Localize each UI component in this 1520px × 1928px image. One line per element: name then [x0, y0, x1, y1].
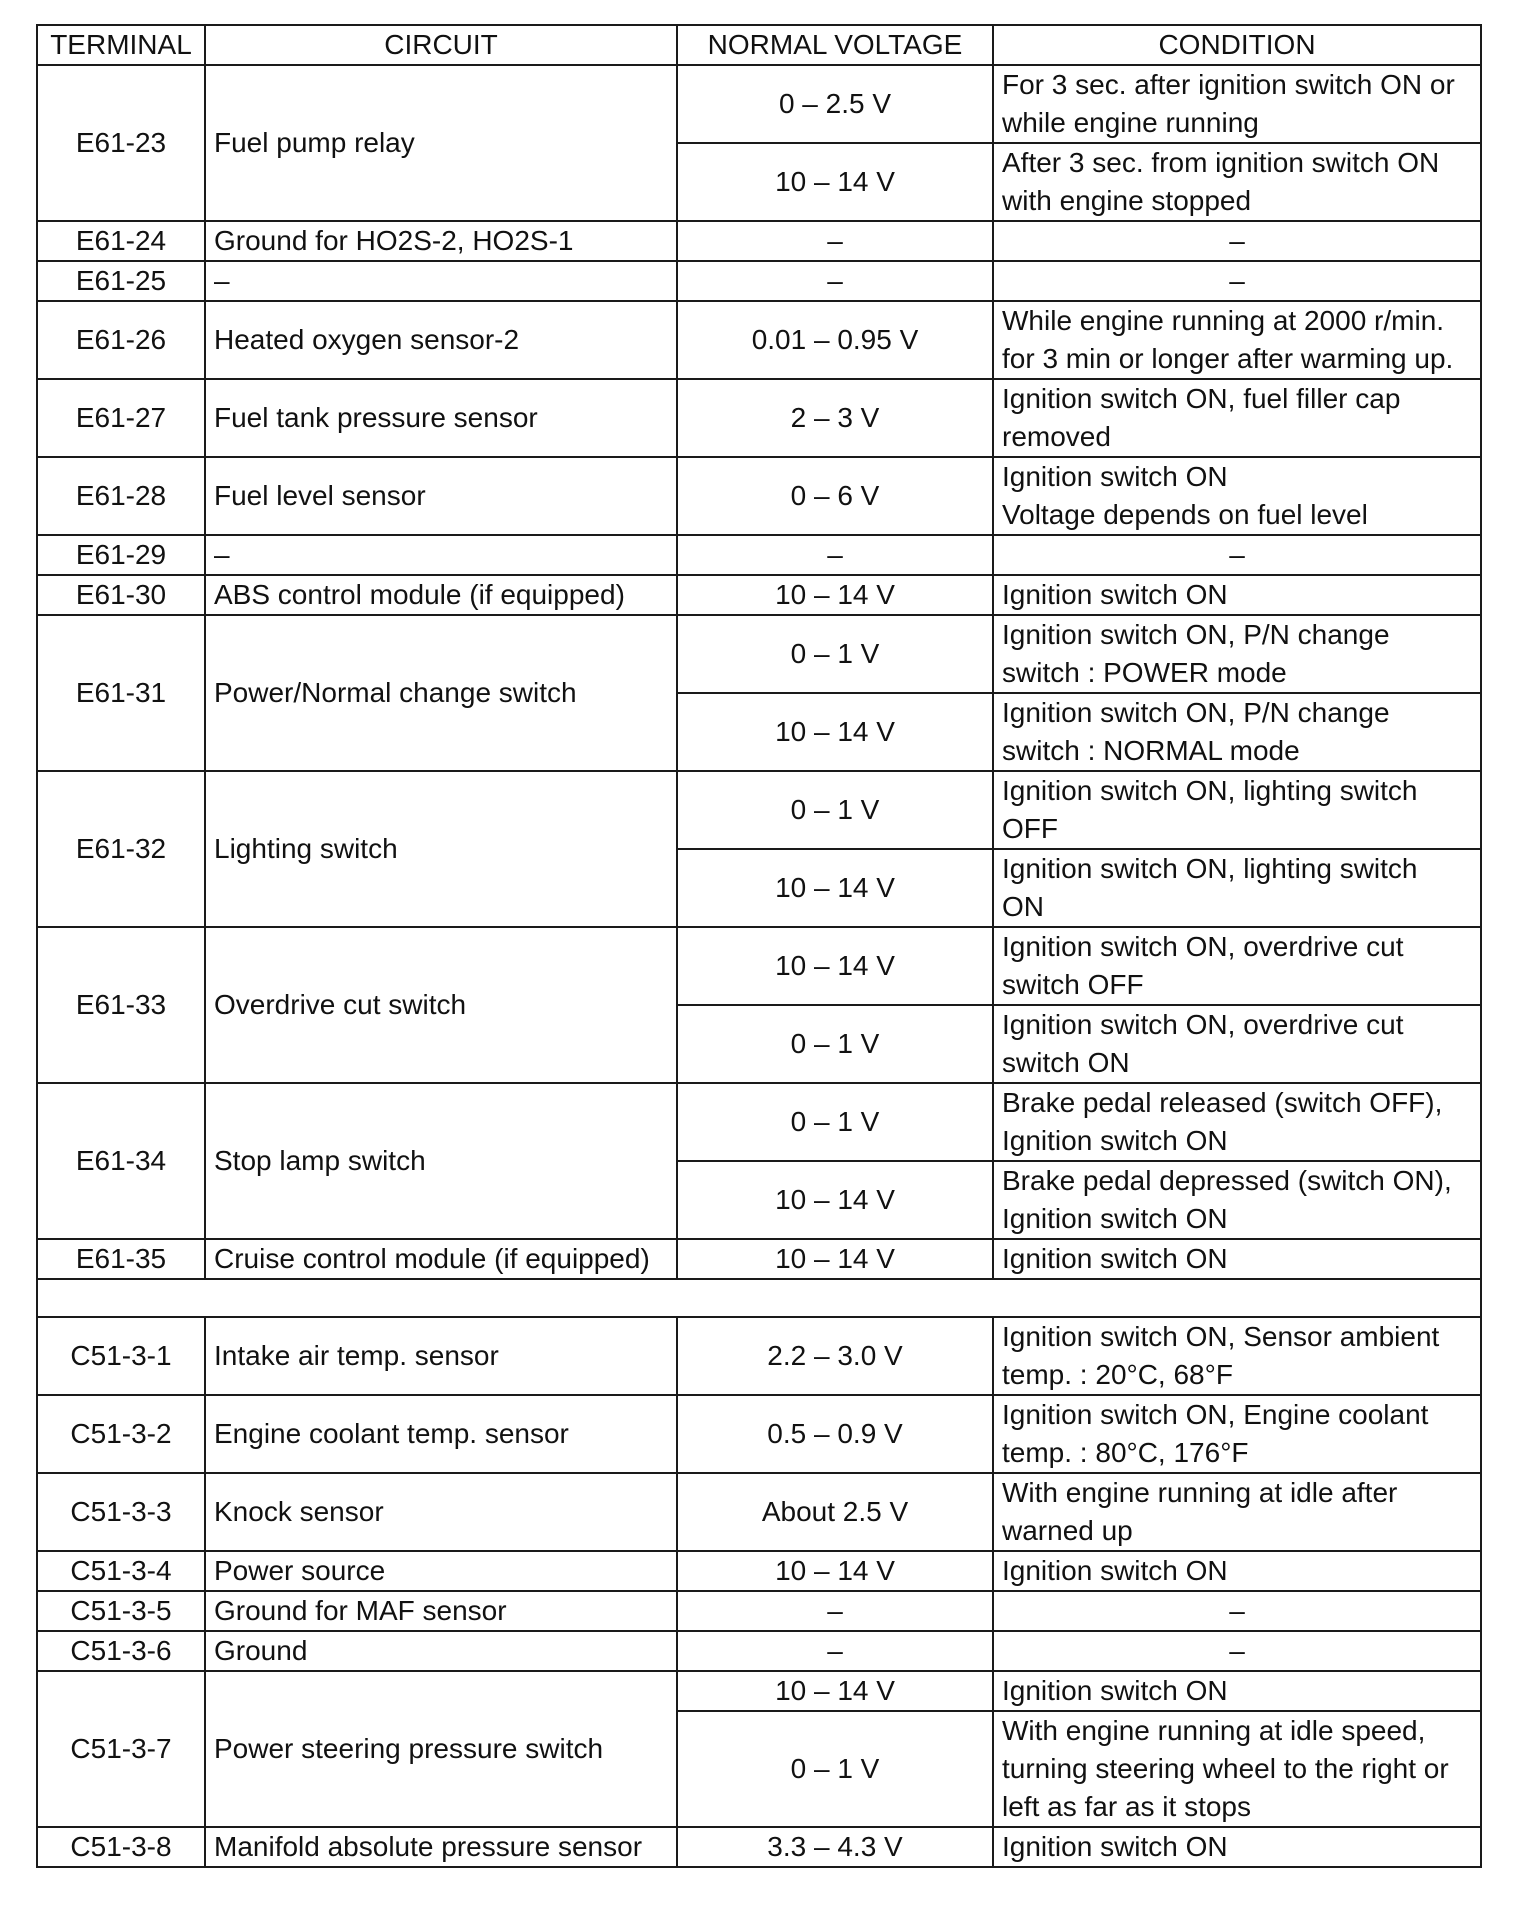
table-row — [37, 1083, 1481, 1161]
terminal-cell: C51-3-5 — [37, 1591, 205, 1631]
voltage-cell: 2 – 3 V — [677, 379, 993, 457]
terminal-cell: E61-30 — [37, 575, 205, 615]
condition-line: – — [1229, 1595, 1245, 1626]
terminal-cell: E61-34 — [37, 1083, 205, 1239]
condition-line: Ignition switch ON — [1002, 1125, 1228, 1156]
condition-cell — [993, 693, 1481, 771]
table-row — [37, 261, 1481, 301]
terminal-cell: C51-3-4 — [37, 1551, 205, 1591]
condition-line: After 3 sec. from ignition switch ON — [1002, 147, 1440, 178]
condition-line: Ignition switch ON — [1002, 579, 1228, 610]
condition-cell — [993, 1631, 1481, 1671]
table-row — [37, 535, 1481, 575]
terminal-cell: E61-28 — [37, 457, 205, 535]
voltage-cell: – — [677, 261, 993, 301]
header-terminal: TERMINAL — [37, 25, 205, 65]
condition-line: Ignition switch ON — [1002, 1243, 1228, 1274]
condition-line: Ignition switch ON, overdrive cut — [1002, 931, 1404, 962]
terminal-cell: E61-25 — [37, 261, 205, 301]
condition-cell — [993, 457, 1481, 535]
circuit-cell: – — [205, 535, 677, 575]
voltage-cell: 10 – 14 V — [677, 1551, 993, 1591]
condition-line: – — [1229, 225, 1245, 256]
condition-cell — [993, 1591, 1481, 1631]
table-row — [37, 457, 1481, 535]
condition-line: warned up — [1002, 1515, 1133, 1546]
condition-line: Ignition switch ON — [1002, 1675, 1228, 1706]
circuit-cell: Fuel level sensor — [205, 457, 677, 535]
terminal-cell: C51-3-6 — [37, 1631, 205, 1671]
voltage-cell: 10 – 14 V — [677, 693, 993, 771]
circuit-cell: Fuel tank pressure sensor — [205, 379, 677, 457]
voltage-cell: 0 – 2.5 V — [677, 65, 993, 143]
voltage-cell: 10 – 14 V — [677, 1239, 993, 1279]
condition-cell — [993, 1551, 1481, 1591]
circuit-cell: Fuel pump relay — [205, 65, 677, 221]
table-row — [37, 379, 1481, 457]
voltage-cell: 10 – 14 V — [677, 1671, 993, 1711]
circuit-cell: Power steering pressure switch — [205, 1671, 677, 1827]
condition-line: OFF — [1002, 813, 1058, 844]
condition-line: – — [1229, 265, 1245, 296]
condition-line: With engine running at idle after — [1002, 1477, 1398, 1508]
condition-line: Ignition switch ON, fuel filler cap — [1002, 383, 1401, 414]
table-row — [37, 1671, 1481, 1711]
circuit-cell: ABS control module (if equipped) — [205, 575, 677, 615]
section-separator — [37, 1279, 1481, 1317]
terminal-cell: C51-3-3 — [37, 1473, 205, 1551]
condition-cell — [993, 261, 1481, 301]
circuit-cell: Engine coolant temp. sensor — [205, 1395, 677, 1473]
separator-row — [37, 1279, 1481, 1317]
terminal-cell: C51-3-8 — [37, 1827, 205, 1867]
condition-line: Ignition switch ON, Sensor ambient — [1002, 1321, 1440, 1352]
condition-line: left as far as it stops — [1002, 1791, 1251, 1822]
terminal-cell: E61-33 — [37, 927, 205, 1083]
condition-cell — [993, 65, 1481, 143]
table-row — [37, 615, 1481, 693]
table-row — [37, 1317, 1481, 1395]
header-row — [37, 25, 1481, 65]
table-row — [37, 1551, 1481, 1591]
voltage-cell: 0 – 1 V — [677, 771, 993, 849]
condition-line: switch ON — [1002, 1047, 1130, 1078]
condition-cell — [993, 1083, 1481, 1161]
voltage-cell: 3.3 – 4.3 V — [677, 1827, 993, 1867]
condition-line: switch OFF — [1002, 969, 1144, 1000]
circuit-cell: Ground for MAF sensor — [205, 1591, 677, 1631]
voltage-cell: – — [677, 1631, 993, 1671]
voltage-cell: 10 – 14 V — [677, 143, 993, 221]
condition-line: Voltage depends on fuel level — [1002, 499, 1368, 530]
table-row — [37, 1827, 1481, 1867]
condition-cell — [993, 615, 1481, 693]
condition-cell — [993, 1317, 1481, 1395]
condition-line: Ignition switch ON, lighting switch — [1002, 775, 1418, 806]
voltage-cell: 10 – 14 V — [677, 575, 993, 615]
terminal-cell: C51-3-7 — [37, 1671, 205, 1827]
condition-line: for 3 min or longer after warming up. — [1002, 343, 1454, 374]
table-row — [37, 221, 1481, 261]
terminal-cell: E61-32 — [37, 771, 205, 927]
condition-cell — [993, 771, 1481, 849]
table-row — [37, 301, 1481, 379]
voltage-cell: – — [677, 221, 993, 261]
condition-cell — [993, 535, 1481, 575]
condition-line: Ignition switch ON, P/N change — [1002, 619, 1390, 650]
condition-line: – — [1229, 1635, 1245, 1666]
table-row — [37, 575, 1481, 615]
header-normal-voltage: NORMAL VOLTAGE — [677, 25, 993, 65]
terminal-cell: C51-3-2 — [37, 1395, 205, 1473]
voltage-cell: 0 – 6 V — [677, 457, 993, 535]
voltage-cell: 2.2 – 3.0 V — [677, 1317, 993, 1395]
condition-cell — [993, 575, 1481, 615]
condition-cell — [993, 379, 1481, 457]
terminal-cell: E61-26 — [37, 301, 205, 379]
voltage-cell: 0.5 – 0.9 V — [677, 1395, 993, 1473]
circuit-cell: – — [205, 261, 677, 301]
circuit-cell: Knock sensor — [205, 1473, 677, 1551]
condition-line: Ignition switch ON, overdrive cut — [1002, 1009, 1404, 1040]
condition-cell — [993, 1161, 1481, 1239]
condition-cell — [993, 221, 1481, 261]
condition-line: with engine stopped — [1002, 185, 1252, 216]
circuit-cell: Power/Normal change switch — [205, 615, 677, 771]
connector-e61-group — [37, 65, 1481, 1279]
circuit-cell: Ground for HO2S-2, HO2S-1 — [205, 221, 677, 261]
terminal-voltage-table — [36, 24, 1482, 1868]
condition-cell — [993, 1827, 1481, 1867]
circuit-cell: Power source — [205, 1551, 677, 1591]
condition-cell — [993, 927, 1481, 1005]
table-row — [37, 1473, 1481, 1551]
circuit-cell: Cruise control module (if equipped) — [205, 1239, 677, 1279]
circuit-cell: Heated oxygen sensor-2 — [205, 301, 677, 379]
condition-line: With engine running at idle speed, — [1002, 1715, 1426, 1746]
circuit-cell: Stop lamp switch — [205, 1083, 677, 1239]
header-condition: CONDITION — [993, 25, 1481, 65]
terminal-cell: E61-29 — [37, 535, 205, 575]
circuit-cell: Lighting switch — [205, 771, 677, 927]
condition-line: Brake pedal depressed (switch ON), — [1002, 1165, 1452, 1196]
condition-cell — [993, 1711, 1481, 1827]
voltage-cell: 10 – 14 V — [677, 927, 993, 1005]
condition-line: temp. : 80°C, 176°F — [1002, 1437, 1249, 1468]
terminal-cell: E61-31 — [37, 615, 205, 771]
terminal-cell: E61-35 — [37, 1239, 205, 1279]
table-row — [37, 1239, 1481, 1279]
table-row — [37, 1631, 1481, 1671]
circuit-cell: Intake air temp. sensor — [205, 1317, 677, 1395]
condition-line: While engine running at 2000 r/min. — [1002, 305, 1445, 336]
terminal-cell: E61-27 — [37, 379, 205, 457]
condition-cell — [993, 143, 1481, 221]
voltage-cell: – — [677, 1591, 993, 1631]
table-row — [37, 1591, 1481, 1631]
condition-line: removed — [1002, 421, 1111, 452]
condition-line: Ignition switch ON — [1002, 461, 1228, 492]
voltage-cell: 10 – 14 V — [677, 1161, 993, 1239]
condition-cell — [993, 1239, 1481, 1279]
condition-cell — [993, 1005, 1481, 1083]
condition-cell — [993, 849, 1481, 927]
table-row — [37, 927, 1481, 1005]
condition-line: Brake pedal released (switch OFF), — [1002, 1087, 1443, 1118]
voltage-cell: 0.01 – 0.95 V — [677, 301, 993, 379]
condition-line: temp. : 20°C, 68°F — [1002, 1359, 1233, 1390]
condition-line: turning steering wheel to the right or — [1002, 1753, 1449, 1784]
header-circuit: CIRCUIT — [205, 25, 677, 65]
condition-line: while engine running — [1002, 107, 1259, 138]
terminal-cell: C51-3-1 — [37, 1317, 205, 1395]
table-row — [37, 65, 1481, 143]
condition-line: Ignition switch ON, lighting switch — [1002, 853, 1418, 884]
table-row — [37, 1395, 1481, 1473]
condition-line: ON — [1002, 891, 1044, 922]
voltage-cell: 0 – 1 V — [677, 1005, 993, 1083]
condition-cell — [993, 1395, 1481, 1473]
voltage-cell: 10 – 14 V — [677, 849, 993, 927]
condition-line: Ignition switch ON — [1002, 1831, 1228, 1862]
voltage-cell: About 2.5 V — [677, 1473, 993, 1551]
condition-line: Ignition switch ON, Engine coolant — [1002, 1399, 1429, 1430]
condition-line: For 3 sec. after ignition switch ON or — [1002, 69, 1455, 100]
voltage-cell: 0 – 1 V — [677, 615, 993, 693]
terminal-cell: E61-24 — [37, 221, 205, 261]
condition-cell — [993, 301, 1481, 379]
condition-line: Ignition switch ON — [1002, 1203, 1228, 1234]
condition-line: Ignition switch ON — [1002, 1555, 1228, 1586]
table-row — [37, 771, 1481, 849]
voltage-cell: – — [677, 535, 993, 575]
terminal-cell: E61-23 — [37, 65, 205, 221]
condition-line: switch : POWER mode — [1002, 657, 1287, 688]
condition-cell — [993, 1671, 1481, 1711]
condition-line: switch : NORMAL mode — [1002, 735, 1300, 766]
voltage-cell: 0 – 1 V — [677, 1083, 993, 1161]
condition-line: – — [1229, 539, 1245, 570]
connector-c51-group — [37, 1317, 1481, 1867]
circuit-cell: Ground — [205, 1631, 677, 1671]
voltage-cell: 0 – 1 V — [677, 1711, 993, 1827]
separator-cell — [37, 1279, 1481, 1317]
condition-cell — [993, 1473, 1481, 1551]
condition-line: Ignition switch ON, P/N change — [1002, 697, 1390, 728]
circuit-cell: Manifold absolute pressure sensor — [205, 1827, 677, 1867]
terminal-voltage-sheet — [36, 24, 1482, 1868]
circuit-cell: Overdrive cut switch — [205, 927, 677, 1083]
